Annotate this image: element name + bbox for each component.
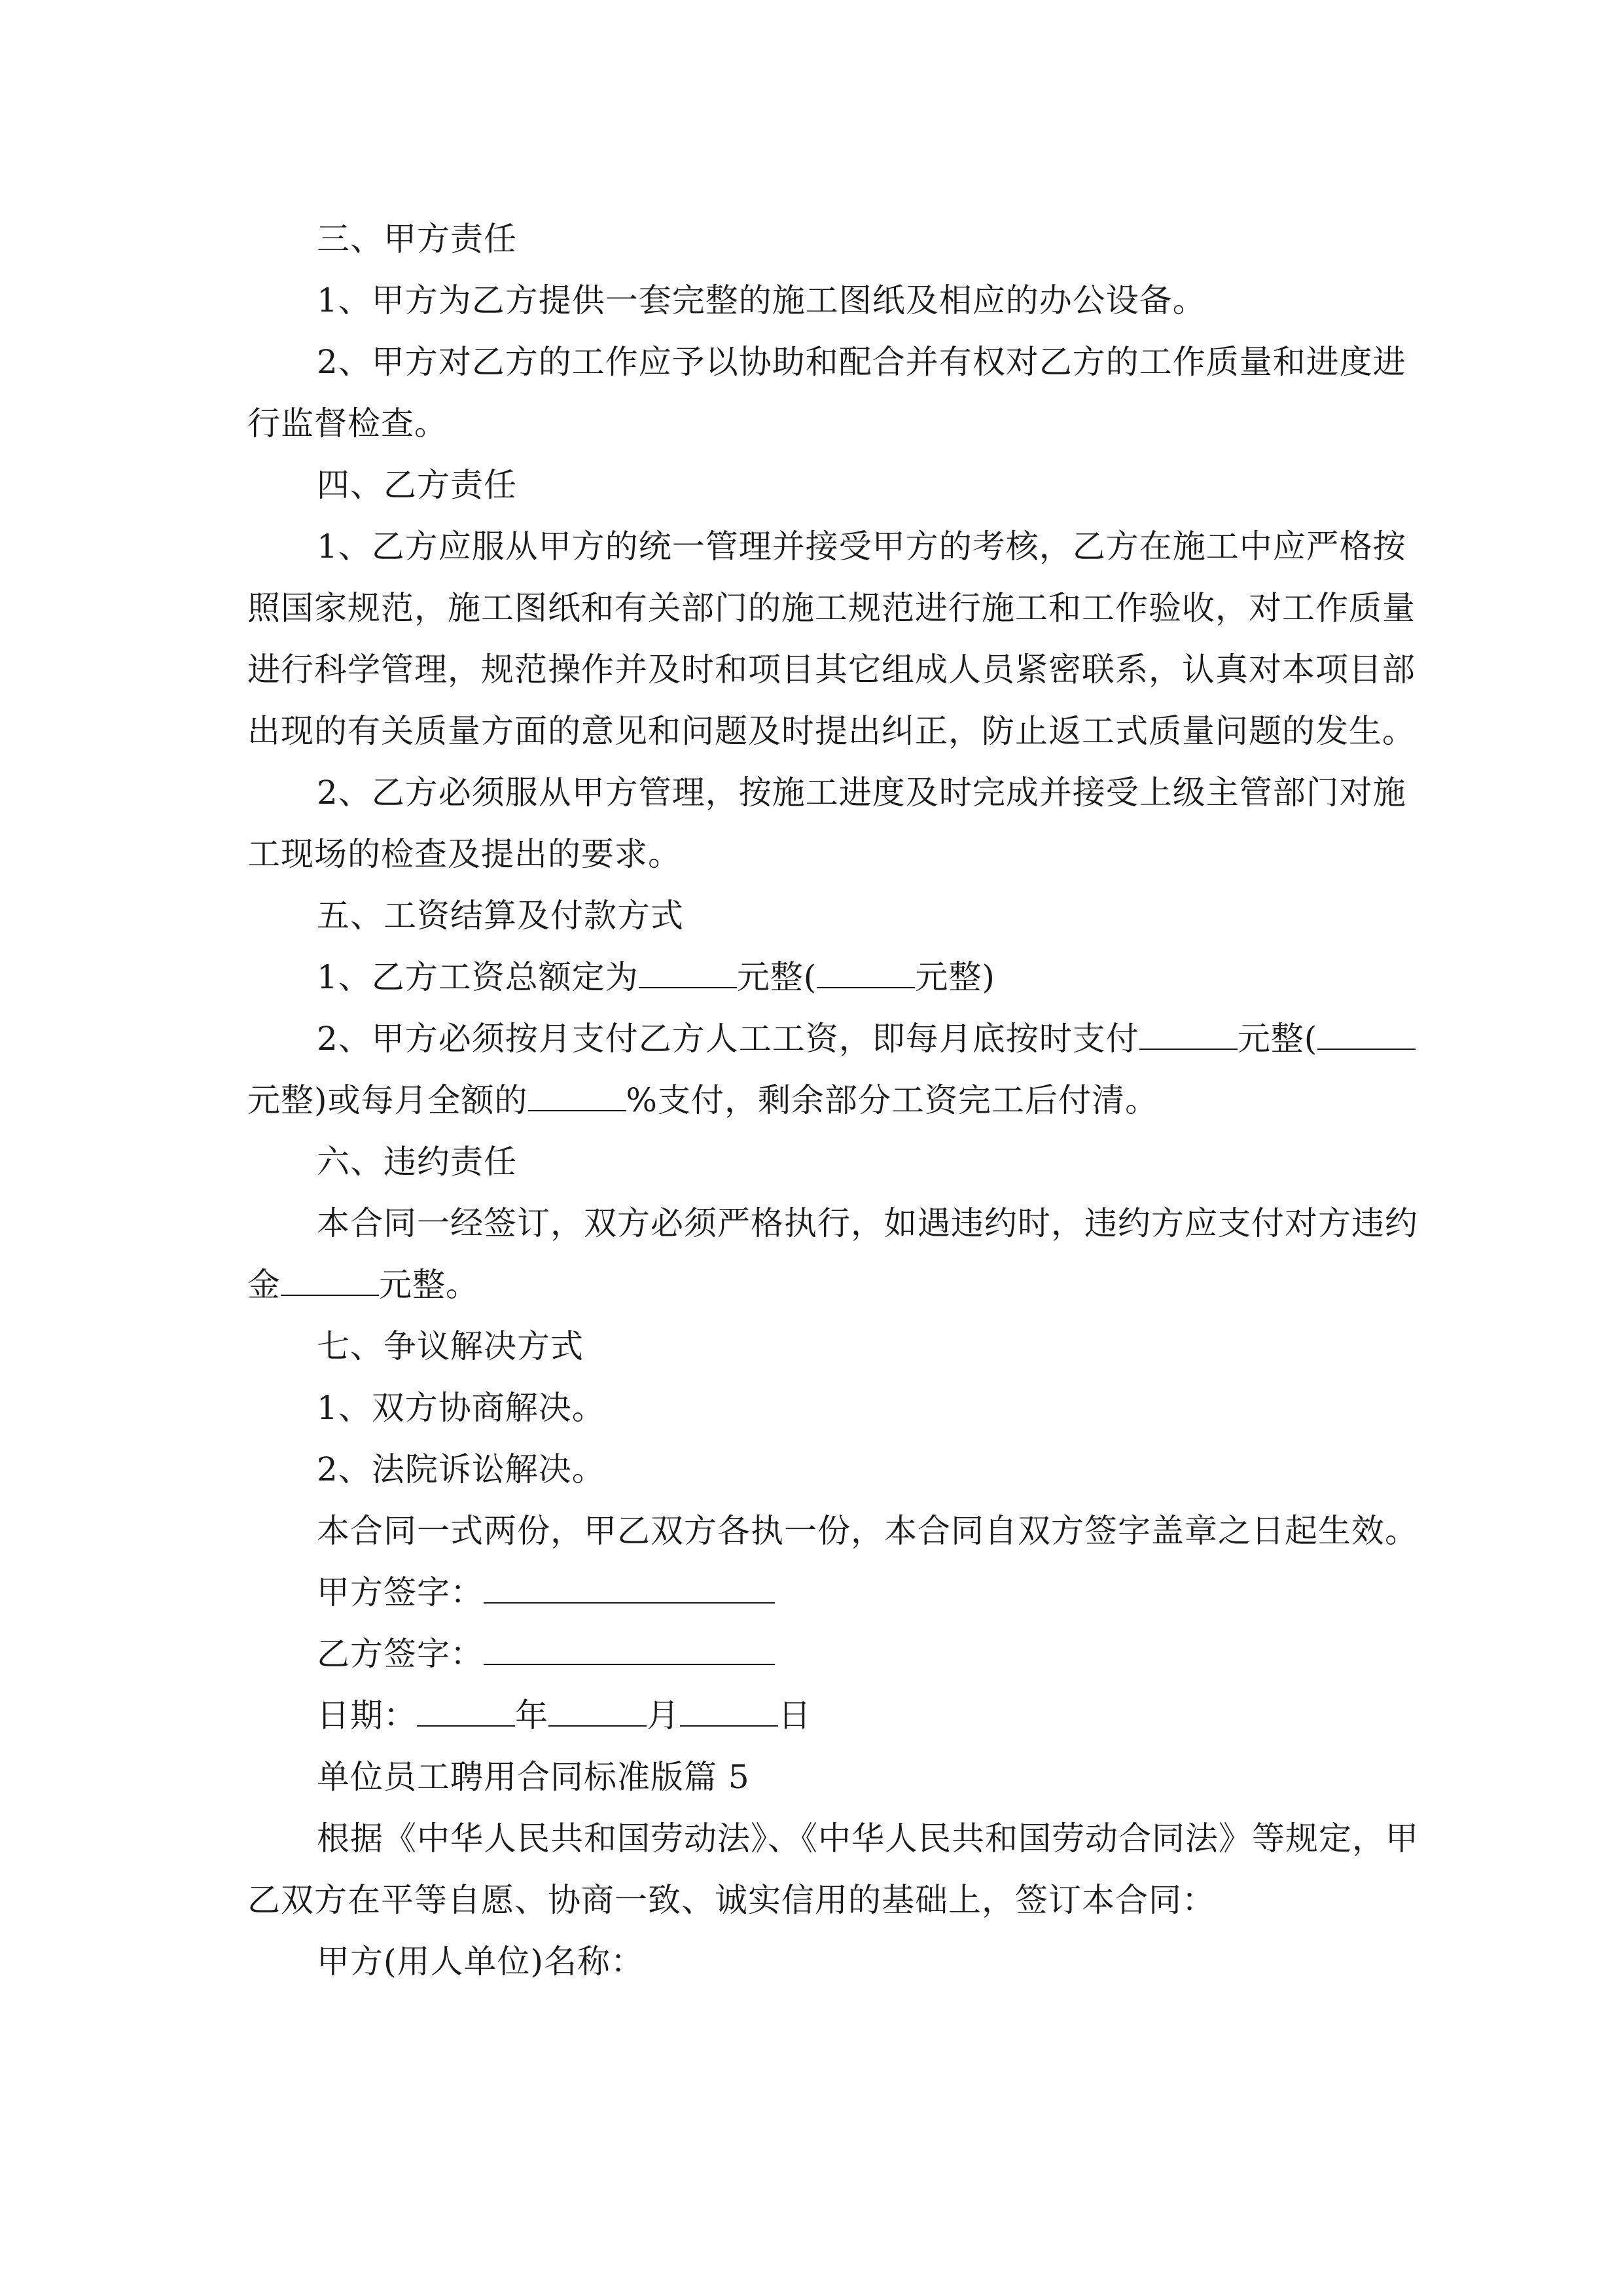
section-6-heading: 六、违约责任 (317, 1143, 517, 1181)
day-label: 日 (778, 1696, 812, 1734)
party-b-signature-label: 乙方签字： (317, 1635, 484, 1673)
section-3-item-1: 1、甲方为乙方提供一套完整的施工图纸及相应的办公设备。 (317, 281, 1206, 319)
next-contract-intro-line-1: 根据《中华人民共和国劳动法》、《中华人民共和国劳动合同法》等规定，甲 (317, 1820, 1419, 1857)
party-b-signature-line (247, 1623, 1425, 1685)
section-4-item-1-line-4: 出现的有关质量方面的意见和问题及时提出纠正，防止返工式质量问题的发生。 (247, 712, 1416, 750)
section-5-heading: 五、工资结算及付款方式 (317, 897, 684, 935)
contract-effect-clause: 本合同一式两份，甲乙双方各执一份，本合同自双方签字盖章之日起生效。 (317, 1512, 1418, 1550)
section-5-item-1-text-a: 1、乙方工资总额定为 (317, 958, 639, 996)
section-5-item-1-text-c: 元整) (915, 958, 995, 996)
section-3-heading: 三、甲方责任 (317, 220, 517, 258)
section-6-text-b: 元整。 (379, 1266, 479, 1304)
date-label: 日期： (317, 1696, 417, 1734)
section-5-item-2-line-2 (247, 1069, 1425, 1131)
party-a-name-label: 甲方(用人单位)名称： (317, 1943, 645, 1981)
section-7-heading: 七、争议解决方式 (317, 1327, 584, 1365)
section-4-item-1-line-3: 进行科学管理，规范操作并及时和项目其它组成人员紧密联系，认真对本项目部 (247, 651, 1416, 689)
section-4-item-1-line-2: 照国家规范，施工图纸和有关部门的施工规范进行施工和工作验收，对工作质量 (247, 589, 1416, 627)
section-4-item-1-line-1: 1、乙方应服从甲方的统一管理并接受甲方的考核，乙方在施工中应严格按 (317, 528, 1406, 565)
penalty-amount-blank[interactable] (281, 1266, 379, 1296)
section-6-line-2 (247, 1254, 1425, 1316)
date-line (247, 1685, 1425, 1746)
monthly-pay-capital-blank[interactable] (1317, 1020, 1416, 1050)
party-a-signature-label: 甲方签字： (317, 1573, 484, 1611)
year-blank[interactable] (417, 1696, 515, 1727)
next-contract-title: 单位员工聘用合同标准版篇 5 (317, 1758, 750, 1796)
section-5-item-2-text-a: 2、甲方必须按月支付乙方人工工资，即每月底按时支付 (317, 1020, 1139, 1058)
section-5-item-1 (247, 946, 1425, 1008)
document-body (247, 208, 1425, 1992)
section-5-item-2-text-c: 元整)或每月全额的 (247, 1081, 528, 1119)
next-contract-intro-line-2: 乙双方在平等自愿、协商一致、诚实信用的基础上，签订本合同： (247, 1881, 1215, 1919)
party-a-signature-line (247, 1562, 1425, 1623)
section-7-item-2: 2、法院诉讼解决。 (317, 1450, 605, 1488)
section-3-item-2-line-2: 行监督检查。 (247, 404, 448, 442)
party-a-signature-blank[interactable] (484, 1573, 775, 1604)
section-6-line-1: 本合同一经签订，双方必须严格执行，如遇违约时，违约方应支付对方违约 (317, 1204, 1418, 1242)
section-4-item-2-line-1: 2、乙方必须服从甲方管理，按施工进度及时完成并接受上级主管部门对施 (317, 774, 1406, 812)
section-5-item-1-text-b: 元整( (736, 958, 817, 996)
month-blank[interactable] (548, 1696, 647, 1727)
wage-total-blank[interactable] (639, 958, 737, 988)
section-5-item-2-text-b: 元整( (1237, 1020, 1318, 1058)
section-4-heading: 四、乙方责任 (317, 466, 517, 504)
monthly-pay-blank[interactable] (1139, 1020, 1238, 1050)
section-7-item-1: 1、双方协商解决。 (317, 1389, 605, 1427)
month-label: 月 (647, 1696, 680, 1734)
section-5-item-2-text-d: %支付，剩余部分工资完工后付清。 (626, 1081, 1159, 1119)
section-4-item-2-line-2: 工现场的检查及提出的要求。 (247, 835, 681, 873)
section-6-text-a: 金 (247, 1266, 281, 1304)
party-b-signature-blank[interactable] (484, 1635, 775, 1665)
wage-total-capital-blank[interactable] (817, 958, 915, 988)
section-5-item-2-line-1 (247, 1008, 1425, 1069)
day-blank[interactable] (680, 1696, 778, 1727)
monthly-percent-blank[interactable] (528, 1081, 626, 1111)
year-label: 年 (515, 1696, 548, 1734)
section-3-item-2-line-1: 2、甲方对乙方的工作应予以协助和配合并有权对乙方的工作质量和进度进 (317, 343, 1406, 381)
